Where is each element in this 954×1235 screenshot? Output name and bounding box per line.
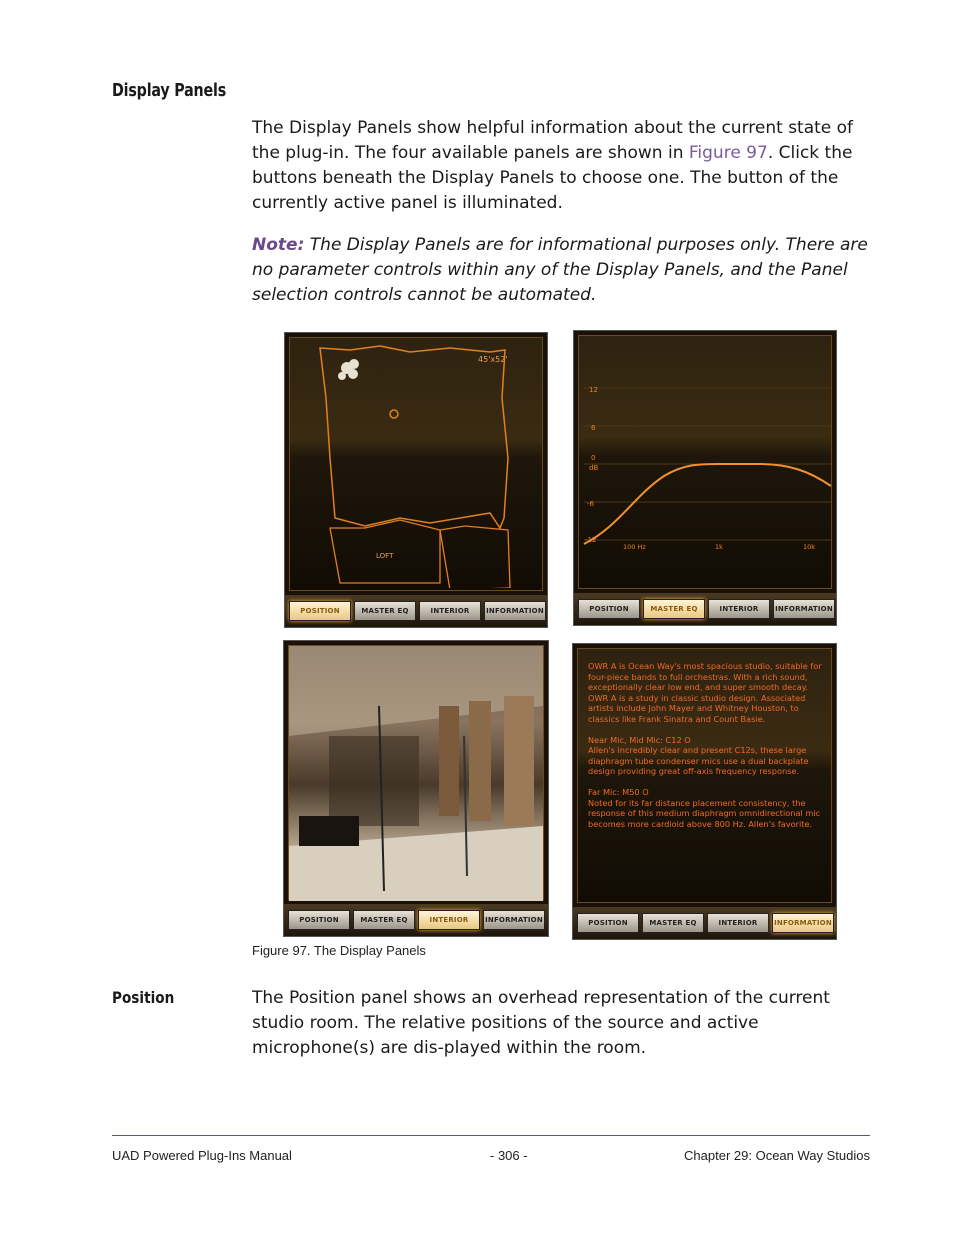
info-line: OWR A is a study in classic studio design. Associated bbox=[588, 692, 806, 703]
db-label: dB bbox=[589, 464, 599, 472]
info-line: four-piece bands to full orchestras. With a rich sound, bbox=[588, 671, 808, 682]
info-line: Noted for its far distance placement consistency, the bbox=[588, 797, 806, 808]
info-line bbox=[588, 777, 833, 788]
loft-label: LOFT bbox=[376, 552, 394, 560]
footer-page-number: - 306 - bbox=[490, 1148, 528, 1163]
info-screen bbox=[577, 648, 832, 903]
info-line: diaphragm tube condenser mics use a dual backplate bbox=[588, 755, 809, 766]
information-button[interactable]: INFORMATION bbox=[773, 599, 835, 619]
panel-button-bar bbox=[573, 907, 836, 939]
interior-panel bbox=[283, 640, 549, 937]
info-line bbox=[588, 724, 833, 735]
info-line: response of this medium diaphragm omnidirectional mic bbox=[588, 808, 821, 818]
information-button[interactable]: INFORMATION bbox=[772, 913, 834, 933]
interior-button[interactable]: INTERIOR bbox=[708, 599, 770, 619]
note-label: Note: bbox=[252, 235, 305, 255]
info-line: exceptionally clear low end, and super smooth decay. bbox=[588, 682, 808, 692]
eq-screen bbox=[578, 335, 832, 589]
panel-button-bar bbox=[285, 595, 547, 627]
info-text bbox=[588, 661, 833, 829]
position-heading: Position bbox=[112, 988, 175, 1007]
master-eq-button[interactable]: MASTER EQ bbox=[642, 913, 704, 933]
master-eq-button[interactable]: MASTER EQ bbox=[354, 601, 416, 621]
info-line: Near Mic, Mid Mic: C12 O bbox=[588, 734, 691, 745]
section-title: Display Panels bbox=[112, 80, 227, 101]
position-screen bbox=[289, 337, 543, 591]
info-line: Allen's incredibly clear and present C12s, these large bbox=[588, 745, 807, 755]
info-line: becomes more cardioid above 800 Hz. Allen's favorite. bbox=[588, 818, 813, 829]
info-line: OWR A is Ocean Way's most spacious studio, suitable for bbox=[588, 661, 822, 671]
position-paragraph: The Position panel shows an overhead representation of the current studio room. The relative positions of the source and active microphone(s) are dis-played within the room. bbox=[252, 988, 830, 1058]
room-annex bbox=[440, 526, 510, 588]
position-button[interactable]: POSITION bbox=[289, 601, 351, 621]
studio-photo bbox=[288, 645, 544, 900]
position-panel bbox=[284, 332, 548, 628]
interior-button[interactable]: INTERIOR bbox=[418, 910, 480, 930]
y-tick: -12 bbox=[585, 536, 597, 544]
note-paragraph bbox=[252, 233, 872, 308]
footer-rule bbox=[112, 1135, 870, 1136]
position-button[interactable]: POSITION bbox=[577, 913, 639, 933]
x-tick: 100 Hz bbox=[623, 543, 646, 551]
footer-right: Chapter 29: Ocean Way Studios bbox=[684, 1148, 870, 1163]
information-button[interactable]: INFORMATION bbox=[484, 601, 546, 621]
footer-left: UAD Powered Plug-Ins Manual bbox=[112, 1148, 292, 1163]
master-eq-button[interactable]: MASTER EQ bbox=[643, 599, 705, 619]
y-tick: 0 bbox=[591, 454, 596, 462]
master-eq-button[interactable]: MASTER EQ bbox=[353, 910, 415, 930]
interior-button[interactable]: INTERIOR bbox=[707, 913, 769, 933]
y-tick: 6 bbox=[591, 424, 596, 432]
information-button[interactable]: INFORMATION bbox=[483, 910, 545, 930]
info-line: design providing great off-axis frequency response. bbox=[588, 766, 800, 776]
panel-button-bar bbox=[574, 593, 836, 625]
interior-button[interactable]: INTERIOR bbox=[419, 601, 481, 621]
information-panel bbox=[572, 643, 837, 940]
position-button[interactable]: POSITION bbox=[288, 910, 350, 930]
studio-illustration bbox=[289, 646, 543, 901]
info-line: Far Mic: M50 O bbox=[588, 787, 649, 797]
eq-graph bbox=[579, 336, 831, 590]
source-icon bbox=[390, 410, 398, 418]
room-dimension: 45'x52' bbox=[478, 355, 508, 364]
figure-link[interactable]: Figure 97 bbox=[688, 143, 768, 163]
figure-caption: Figure 97. The Display Panels bbox=[252, 943, 426, 958]
info-line: classics like Frank Sinatra and Count Basie. bbox=[588, 713, 766, 724]
eq-curve bbox=[584, 464, 831, 544]
room-outline bbox=[290, 338, 542, 588]
y-tick: -6 bbox=[587, 500, 594, 508]
master-eq-panel bbox=[573, 330, 837, 626]
note-text: The Display Panels are for informational purposes only. There are no parameter controls within any of the Display Panels, and the Panel selection controls cannot be automated. bbox=[252, 235, 868, 305]
panel-button-bar bbox=[284, 904, 548, 936]
info-line: artists include John Mayer and Whitney Houston, to bbox=[588, 703, 799, 713]
microphone-cluster-icon bbox=[338, 359, 359, 380]
x-tick: 10k bbox=[803, 543, 816, 551]
intro-paragraph bbox=[252, 116, 872, 216]
y-tick: 12 bbox=[589, 386, 598, 394]
x-tick: 1k bbox=[715, 543, 723, 551]
intro-text-2: . Click the buttons beneath the Display Panels to choose one. The button of the currently active panel is illuminated. bbox=[252, 143, 853, 213]
position-button[interactable]: POSITION bbox=[578, 599, 640, 619]
intro-text: The Display Panels show helpful information about the current state of the plug-in. The four available panels are shown in bbox=[252, 118, 854, 163]
